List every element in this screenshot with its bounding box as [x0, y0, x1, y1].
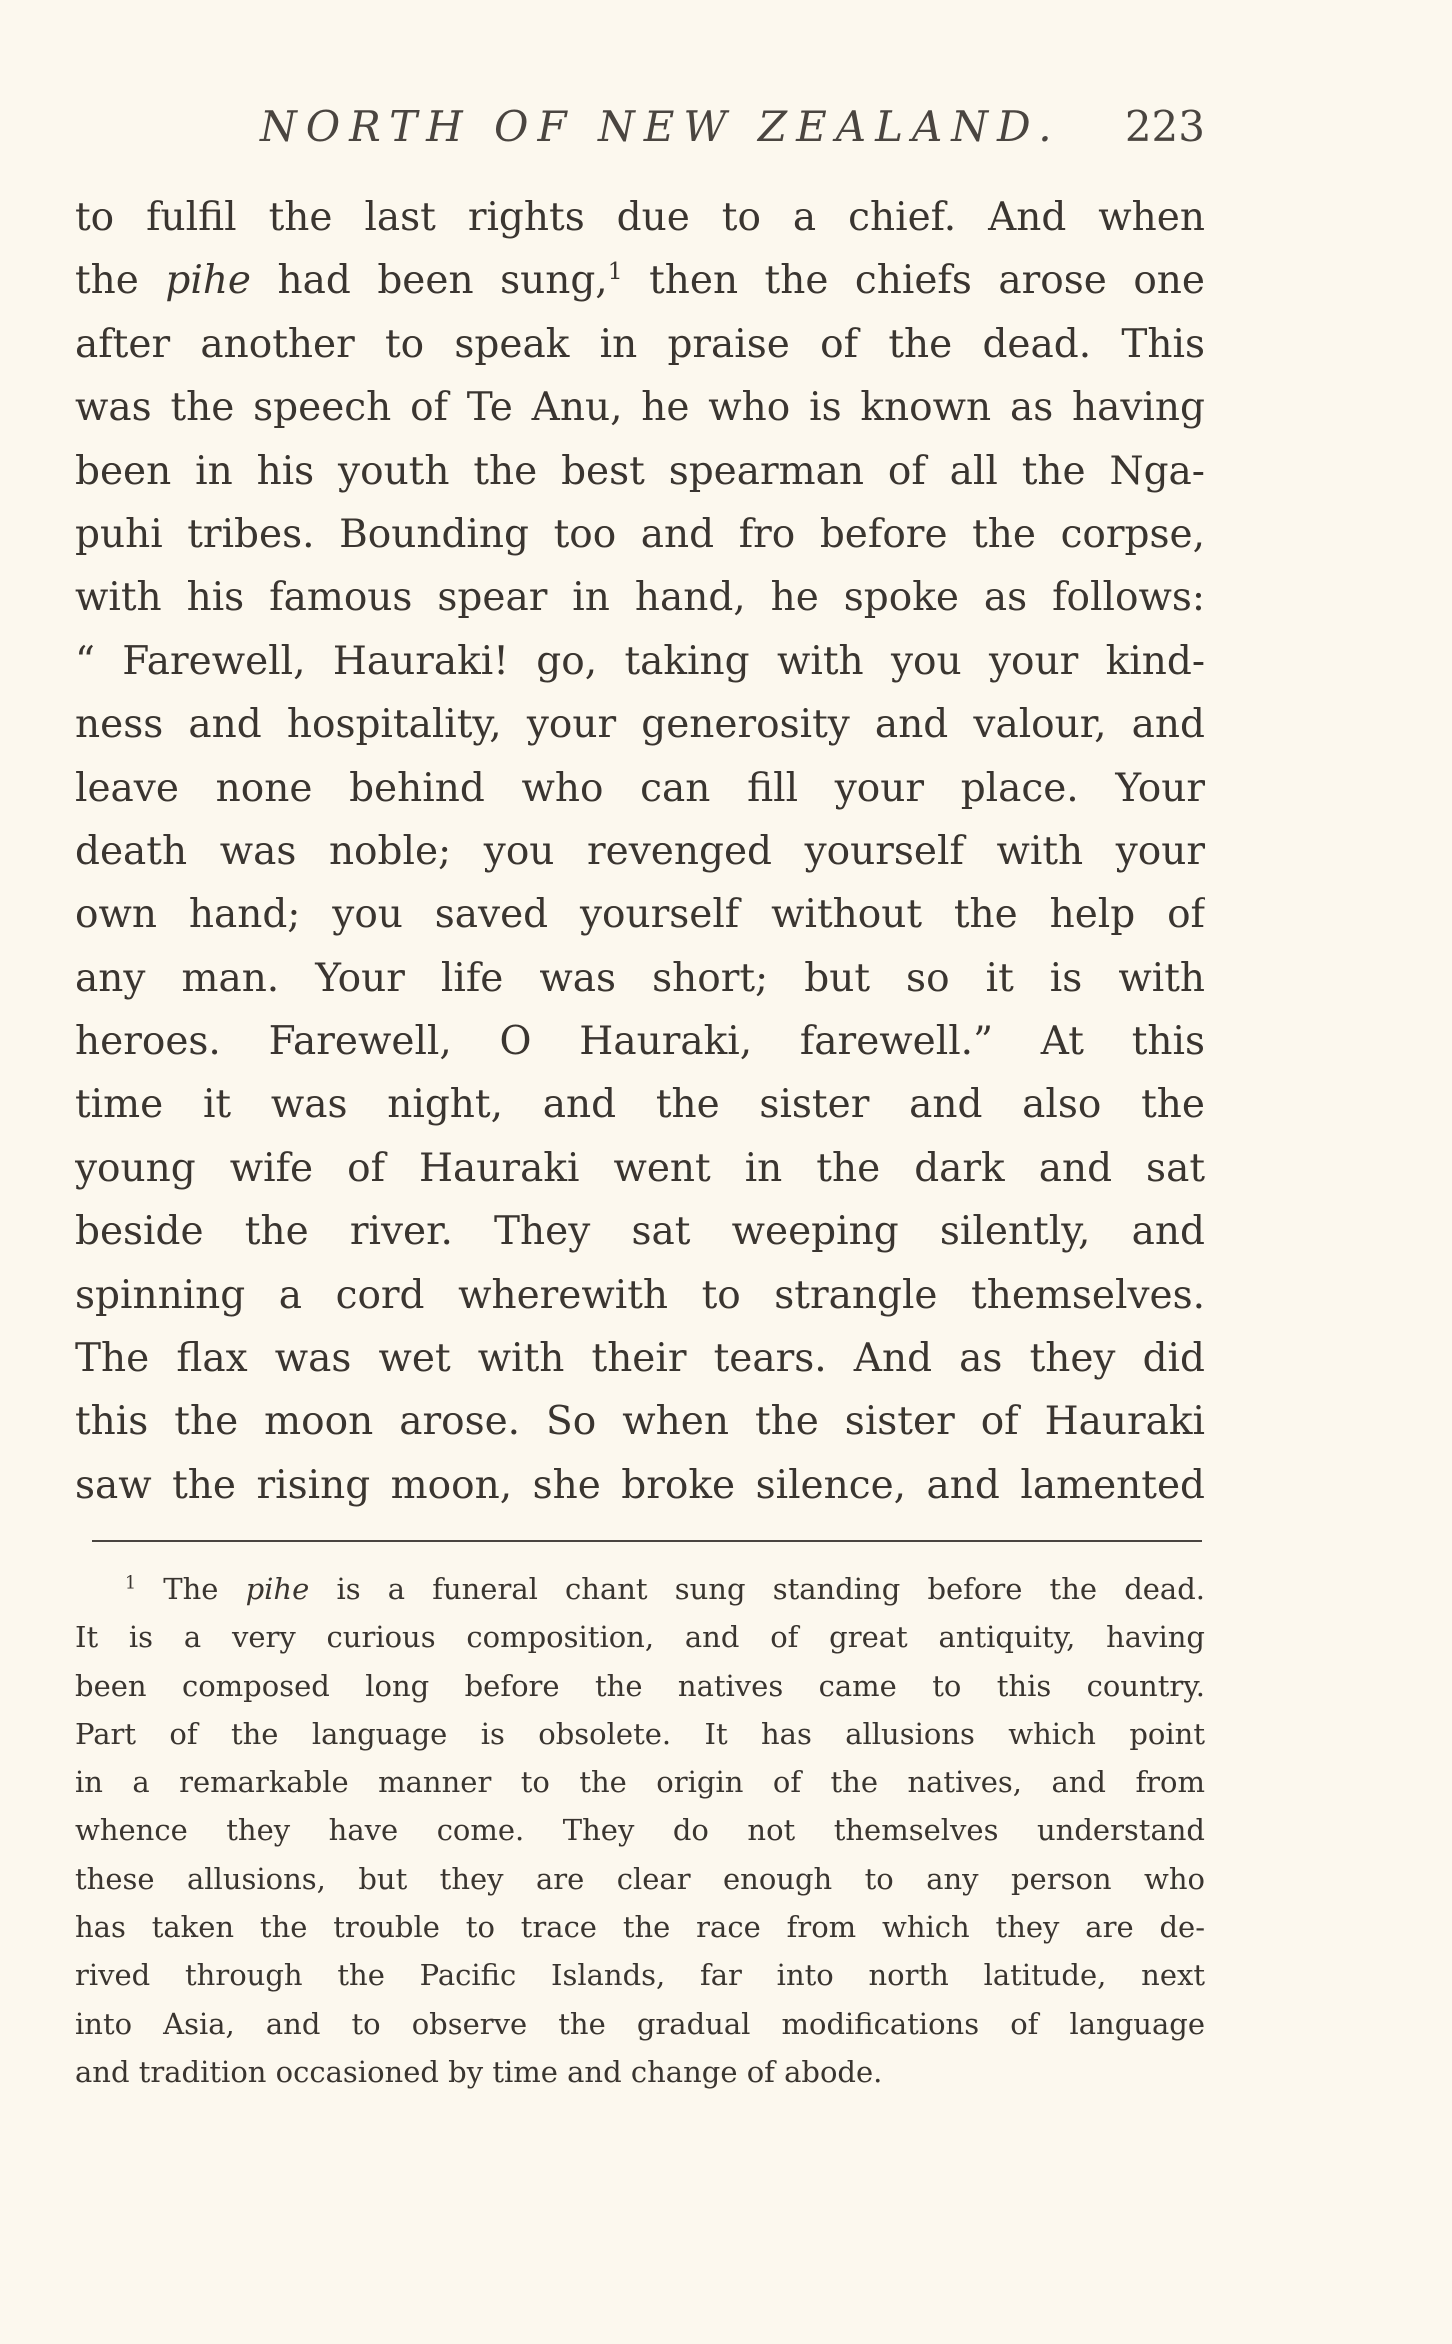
body-line: this the moon arose. So when the sister of Hauraki — [75, 1399, 1205, 1445]
body-line: been in his youth the best spearman of all the Nga- — [75, 448, 1205, 494]
footnote-line: in a remarkable manner to the origin of the natives, and from — [75, 1765, 1205, 1800]
body-line: saw the rising moon, she broke silence, and lamented — [75, 1462, 1205, 1508]
footnote-line: been composed long before the natives came to this country. — [75, 1668, 1205, 1703]
body-line: ness and hospitality, your generosity and valour, and — [75, 702, 1205, 748]
footnote-divider — [92, 1540, 1202, 1542]
footnote-line: these allusions, but they are clear enough to any person who — [75, 1861, 1205, 1896]
running-title: NORTH OF NEW ZEALAND. — [260, 102, 1061, 151]
footnote-line: $^1$ The pihe is a funeral chant sung standing before the dead. — [125, 1572, 1205, 1606]
body-line: to fulfil the last rights due to a chief. And when — [75, 195, 1205, 240]
footnote — [75, 1565, 1205, 2096]
page-number: 223 — [1124, 102, 1205, 151]
body-line: beside the river. They sat weeping silently, and — [75, 1209, 1205, 1255]
body-line: after another to speak in praise of the dead. This — [75, 321, 1205, 367]
body-line: own hand; you saved yourself without the help of — [75, 892, 1205, 938]
body-line: the pihe had been sung,$^1$ then the chiefs arose one — [75, 257, 1205, 304]
body-line: spinning a cord wherewith to strangle themselves. — [75, 1272, 1205, 1318]
footnote-line: and tradition occasioned by time and change of abode. — [75, 2054, 883, 2089]
footnote-line: Part of the language is obsolete. It has allusions which point — [75, 1716, 1205, 1751]
body-line: time it was night, and the sister and also the — [75, 1082, 1205, 1128]
footnote-line: whence they have come. They do not themselves understand — [75, 1813, 1205, 1848]
body-line: was the speech of Te Anu, he who is known as having — [75, 385, 1205, 431]
footnote-line: rived through the Pacific Islands, far into north latitude, next — [75, 1958, 1205, 1993]
page-header — [75, 102, 1205, 158]
body-line: any man. Your life was short; but so it is with — [75, 955, 1205, 1001]
body-line: “ Farewell, Hauraki! go, taking with you your kind- — [75, 638, 1205, 684]
footnote-line: It is a very curious composition, and of great antiquity, having — [75, 1620, 1205, 1655]
body-text — [75, 186, 1205, 1517]
body-line: heroes. Farewell, O Hauraki, farewell.” At this — [75, 1019, 1205, 1065]
footnote-line: into Asia, and to observe the gradual modifications of language — [75, 2006, 1205, 2041]
body-line: death was noble; you revenged yourself with your — [75, 828, 1205, 874]
body-line: with his famous spear in hand, he spoke as follows: — [75, 575, 1205, 621]
body-line: leave none behind who can fill your place. Your — [75, 765, 1205, 811]
body-line: young wife of Hauraki went in the dark and sat — [75, 1145, 1205, 1191]
body-line: The flax was wet with their tears. And as they did — [75, 1336, 1205, 1382]
footnote-line: has taken the trouble to trace the race from which they are de- — [75, 1910, 1205, 1945]
body-line: puhi tribes. Bounding too and fro before the corpse, — [75, 511, 1205, 557]
